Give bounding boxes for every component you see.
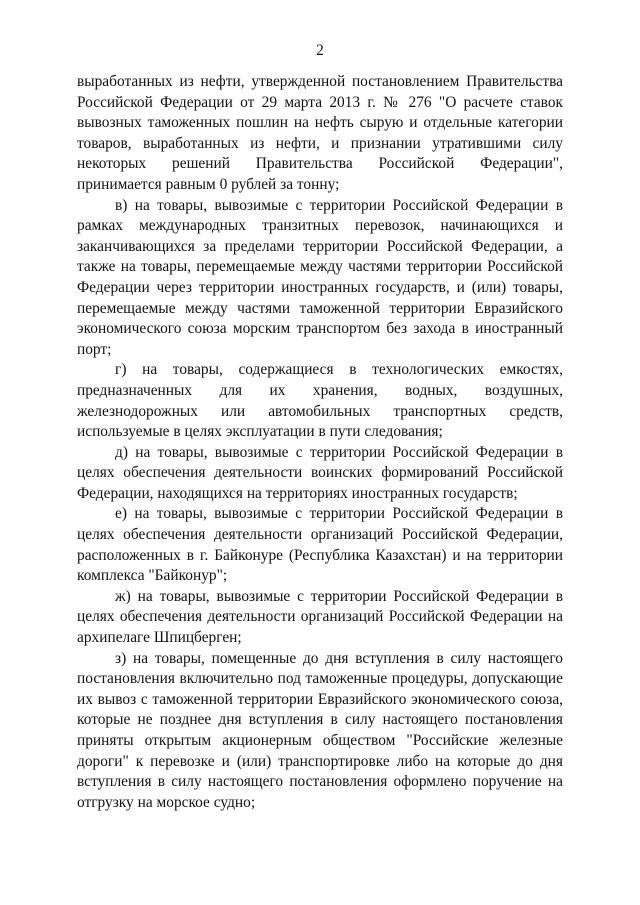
paragraph-continuation: выработанных из нефти, утвержденной постановлением Правительства Российской Федерации от 29 марта 2013 г. № 276 "О расчете ставок вывозных таможенных пошлин на нефть сырую и отдельные категории товаров, выработанных из нефти, и признании утратившими силу некоторых решений Правительства Российской Федерации", принимается равным 0 рублей за тонну; bbox=[77, 73, 563, 193]
paragraph-item-v: в) на товары, вывозимые с территории Российской Федерации в рамках международных транзитных перевозок, начинающихся и заканчивающихся за пределами территории Российской Федерации, а также на товары, перемещаемые между частями территории Российской Федерации через территории иностранных государств, и (или) товары, перемещаемые между частями таможенной территории Евразийского экономического союза морским транспортом без захода в иностранный порт; bbox=[77, 196, 563, 358]
paragraph-item-e: е) на товары, вывозимые с территории Российской Федерации в целях обеспечения деятельности организаций Российской Федерации, расположенных в г. Байконуре (Республика Казахстан) и на территории комплекса "Байконур"; bbox=[77, 505, 563, 585]
page-number: 2 bbox=[316, 42, 324, 59]
document-body bbox=[77, 72, 563, 813]
paragraph-item-g: г) на товары, содержащиеся в технологических емкостях, предназначенных для их хранения, водных, воздушных, железнодорожных или автомобильных транспортных средств, используемые в целях эксплуатации в пути следования; bbox=[77, 361, 563, 441]
paragraph-item-d: д) на товары, вывозимые с территории Российской Федерации в целях обеспечения деятельности воинских формирований Российской Федерации, находящихся на территориях иностранных государств; bbox=[77, 443, 563, 502]
paragraph-item-z: з) на товары, помещенные до дня вступления в силу настоящего постановления включительно под таможенные процедуры, допускающие их вывоз с таможенной территории Евразийского экономического союза, которые не позднее дня вступления в силу настоящего постановления приняты открытым акционерным обществом "Российские железные дороги" к перевозке и (или) транспортировке либо на которые до дня вступления в силу настоящего постановления оформлено поручение на отгрузку на морское судно; bbox=[77, 649, 563, 811]
paragraph-item-zh: ж) на товары, вывозимые с территории Российской Федерации в целях обеспечения деятельности организаций Российской Федерации на архипелаге Шпицберген; bbox=[77, 587, 563, 647]
